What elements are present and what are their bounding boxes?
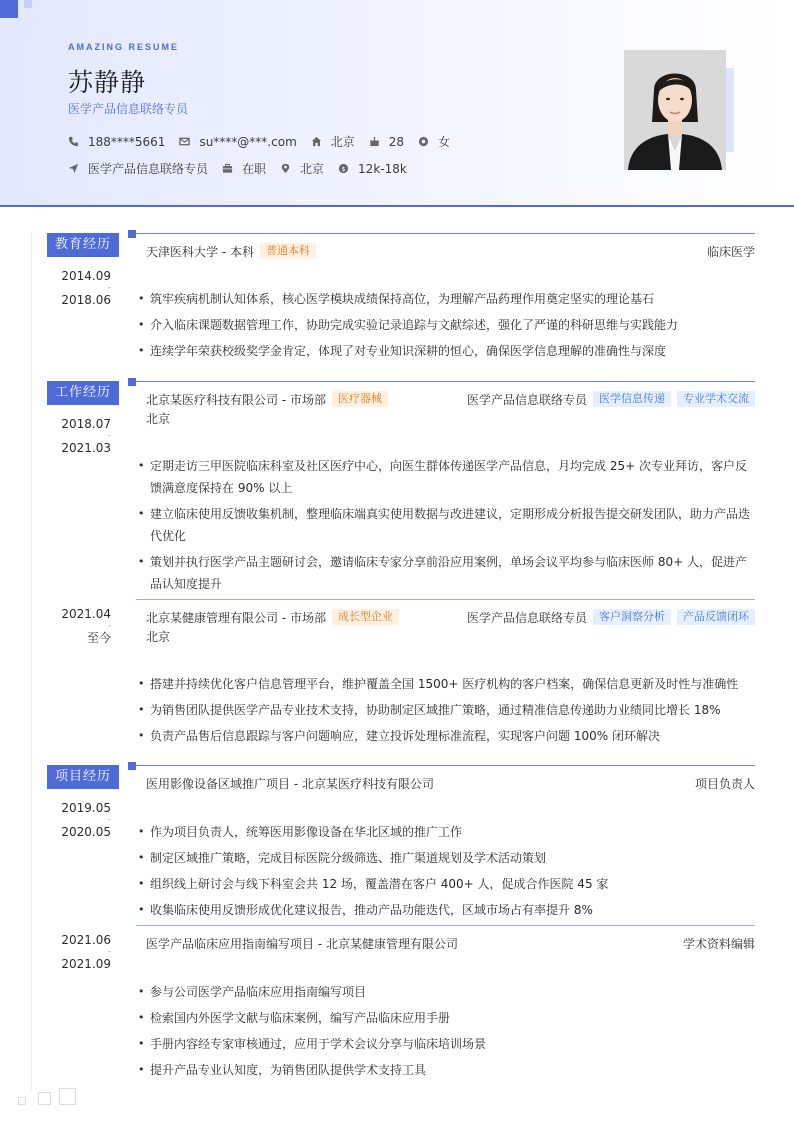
- gender-icon: [418, 136, 429, 147]
- list-item: • 建立临床使用反馈收集机制，整理临床端真实使用数据与改进建议，定期形成分析报告提交研发团队，助力产品迭代优化: [138, 503, 755, 547]
- date-end: 2021.09: [61, 957, 111, 971]
- intent-position-info: 医学产品信息联络专员: [68, 160, 208, 177]
- project-bullets: [138, 981, 755, 1081]
- phone-icon: [68, 136, 79, 147]
- work-entry-header: [146, 608, 755, 626]
- gender-info: 女: [418, 133, 450, 150]
- entry-divider: [136, 925, 755, 926]
- money-icon: [338, 163, 349, 174]
- cake-icon: [369, 136, 380, 147]
- section-divider: [136, 381, 755, 382]
- list-item: • 负责产品售后信息跟踪与客户问题响应，建立投诉处理标准流程，实现客户问题 100% 闭环解决: [138, 725, 755, 747]
- work-bullets: [138, 673, 755, 747]
- date-end: 2020.05: [61, 825, 111, 839]
- date-end: 2021.03: [61, 441, 111, 455]
- home-icon: [311, 136, 322, 147]
- list-item: • 连续学年荣获校级奖学金肯定，体现了对专业知识深耕的恒心，确保医学信息理解的准确性与深度: [138, 340, 755, 362]
- status-info: 在职: [222, 160, 266, 177]
- position-title: 医学产品信息联络专员: [466, 392, 587, 407]
- section-label-work: 工作经历: [47, 381, 119, 405]
- position-title: 医学产品信息联络专员: [466, 610, 587, 625]
- list-item: • 参与公司医学产品临床应用指南编写项目: [138, 981, 755, 1003]
- brand-label: AMAZING RESUME: [68, 42, 179, 52]
- salary-info: $ 12k-18k: [338, 162, 407, 176]
- list-item: • 提升产品专业认知度，为销售团队提供学术支持工具: [138, 1059, 755, 1081]
- section-divider: [136, 233, 755, 234]
- section-marker: [128, 378, 136, 386]
- company-name: 北京某医疗科技有限公司 - 市场部: [146, 392, 326, 407]
- education-bullets: [138, 288, 755, 362]
- corner-decoration: [0, 0, 18, 18]
- date-end: 至今: [86, 631, 111, 645]
- date-separator: -: [108, 621, 111, 630]
- project-bullets: [138, 821, 755, 921]
- date-end: 2018.06: [61, 293, 111, 307]
- project-role: 学术资料编辑: [682, 936, 755, 951]
- skill-tag: 专业学术交流: [677, 391, 755, 407]
- location-icon: [280, 163, 291, 174]
- mail-icon: [179, 136, 190, 147]
- date-start: 2021.06: [61, 933, 111, 947]
- footer-square-decoration: [18, 1097, 26, 1105]
- list-item: • 组织线上研讨会与线下科室会共 12 场，覆盖潜在客户 400+ 人，促成合作医院 45 家: [138, 873, 755, 895]
- list-item: • 策划并执行医学产品主题研讨会，邀请临床专家分享前沿应用案例，单场会议平均参与临床医师 80+ 人，促进产品认知度提升: [138, 551, 755, 595]
- project-role: 项目负责人: [694, 776, 755, 791]
- age-info: 28: [369, 135, 404, 149]
- major: 临床医学: [706, 244, 755, 259]
- section-label-education: 教育经历: [47, 233, 119, 257]
- email-info: su****@***.com: [179, 135, 296, 149]
- date-separator: -: [108, 431, 111, 440]
- footer-square-decoration: [59, 1088, 76, 1105]
- degree-tag: 普通本科: [260, 243, 316, 259]
- list-item: • 检索国内外医学文献与临床案例，编写产品临床应用手册: [138, 1007, 755, 1029]
- list-item: • 筑牢疾病机制认知体系，核心医学模块成绩保持高位，为理解产品药理作用奠定坚实的理论基石: [138, 288, 755, 310]
- contact-info-row: [68, 133, 464, 150]
- date-separator: -: [108, 815, 111, 824]
- list-item: • 定期走访三甲医院临床科室及社区医疗中心，向医生群体传递医学产品信息，月均完成 25+ 次专业拜访，客户反馈满意度保持在 90% 以上: [138, 455, 755, 499]
- date-start: 2019.05: [61, 801, 111, 815]
- section-divider: [136, 765, 755, 766]
- date-separator: -: [108, 283, 111, 292]
- list-item: • 手册内容经专家审核通过，应用于学术会议分享与临床培训场景: [138, 1033, 755, 1055]
- skill-tag: 医学信息传递: [593, 391, 671, 407]
- list-item: • 介入临床课题数据管理工作，协助完成实验记录追踪与文献综述，强化了严谨的科研思维与实践能力: [138, 314, 755, 336]
- date-start: 2021.04: [61, 607, 111, 621]
- project-name: 医用影像设备区域推广项目 - 北京某医疗科技有限公司: [146, 776, 434, 791]
- left-rule-decoration: [31, 232, 32, 1092]
- list-item: • 作为项目负责人，统筹医用影像设备在华北区域的推广工作: [138, 821, 755, 843]
- send-icon: [68, 163, 79, 174]
- list-item: • 搭建并持续优化客户信息管理平台，维护覆盖全国 1500+ 医疗机构的客户档案，确保信息更新及时性与准确性: [138, 673, 755, 695]
- date-start: 2018.07: [61, 417, 111, 431]
- project-entry-header: [146, 774, 755, 792]
- list-item: • 制定区域推广策略，完成目标医院分级筛选、推广渠道规划及学术活动策划: [138, 847, 755, 869]
- footer-square-decoration: [38, 1092, 51, 1105]
- section-marker: [128, 762, 136, 770]
- work-bullets: [138, 455, 755, 595]
- phone-info: 188****5661: [68, 135, 165, 149]
- briefcase-icon: [222, 163, 233, 174]
- education-entry-header: [146, 242, 755, 260]
- list-item: • 收集临床使用反馈形成优化建议报告，推动产品功能迭代，区域市场占有率提升 8%: [138, 899, 755, 921]
- list-item: • 为销售团队提供医学产品专业技术支持，协助制定区域推广策略，通过精准信息传递助力业绩同比增长 18%: [138, 699, 755, 721]
- corner-decoration-small: [24, 0, 32, 8]
- section-marker: [128, 230, 136, 238]
- company-name: 北京某健康管理有限公司 - 市场部: [146, 610, 326, 625]
- profile-photo: [624, 50, 726, 170]
- skill-tag: 客户洞察分析: [593, 609, 671, 625]
- svg-text:$: $: [341, 164, 346, 173]
- candidate-title: 医学产品信息联络专员: [68, 102, 189, 116]
- header-divider: [0, 205, 794, 207]
- school-name: 天津医科大学 - 本科: [146, 244, 254, 259]
- candidate-name: 苏静静: [68, 68, 147, 97]
- section-label-projects: 项目经历: [47, 765, 119, 789]
- date-start: 2014.09: [61, 269, 111, 283]
- skill-tag: 产品反馈闭环: [677, 609, 755, 625]
- industry-tag: 医疗器械: [332, 391, 388, 407]
- city-info: 北京: [311, 133, 355, 150]
- industry-tag: 成长型企业: [332, 609, 399, 625]
- entry-divider: [136, 599, 755, 600]
- date-separator: -: [108, 947, 111, 956]
- project-name: 医学产品临床应用指南编写项目 - 北京某健康管理有限公司: [146, 936, 458, 951]
- project-entry-header: [146, 934, 755, 952]
- intent-city-info: 北京: [280, 160, 324, 177]
- work-location: 北京: [146, 412, 171, 426]
- job-intent-row: [68, 160, 421, 177]
- work-location: 北京: [146, 630, 171, 644]
- work-entry-header: [146, 390, 755, 408]
